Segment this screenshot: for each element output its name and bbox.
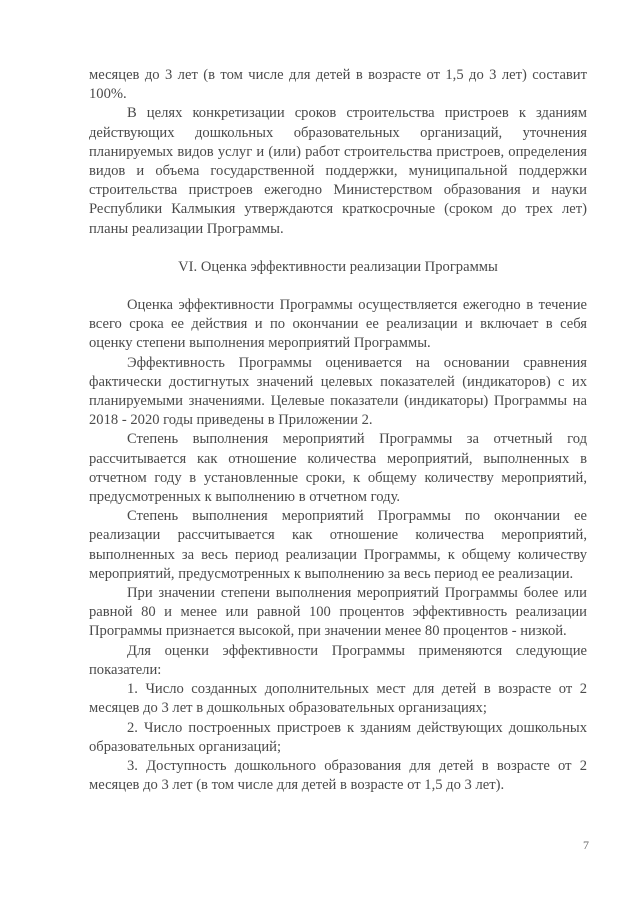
paragraph-evaluation-intro: Оценка эффективности Программы осуществляется ежегодно в течение всего срока ее действия и по окончании ее реализации и включает в себя оценку степени выполнения мероприятий Программы. <box>89 297 587 352</box>
paragraph-threshold: При значении степени выполнения мероприятий Программы более или равной 80 и менее или равной 100 процентов эффективность реализации Программы признается высокой, при значении менее 80 процентов - низкой. <box>89 585 587 640</box>
page-number: 7 <box>583 838 589 852</box>
section-heading: VI. Оценка эффективности реализации Программы <box>178 258 498 275</box>
paragraph-construction-plans: В целях конкретизации сроков строительства пристроев к зданиям действующих дошкольных образовательных организаций, уточнения планируемых видов услуг и (или) работ строительства пристроев, определения видов и объема государственной поддержки, муниципальной поддержки строительства пристроев ежегодно Министерством образования и науки Республики Калмыкия утверждаются краткосрочные (сроком до трех лет) планы реализации Программы. <box>89 105 587 237</box>
list-item-indicator-1: 1. Число созданных дополнительных мест для детей в возрасте от 2 месяцев до 3 лет в дошкольных образовательных организациях; <box>89 681 587 717</box>
paragraph-indicators-intro: Для оценки эффективности Программы применяются следующие показатели: <box>89 642 587 678</box>
paragraph-continuation: месяцев до 3 лет (в том числе для детей в возрасте от 1,5 до 3 лет) составит 100%. <box>89 67 587 103</box>
paragraph-efficiency-assessment: Эффективность Программы оценивается на основании сравнения фактически достигнутых значений целевых показателей (индикаторов) с их планируемыми значениями. Целевые показатели (индикаторы) Программы на 2018 - 2020 годы приведены в Приложении 2. <box>89 354 587 429</box>
paragraph-final-degree: Степень выполнения мероприятий Программы по окончании ее реализации рассчитывается как отношение количества мероприятий, выполненных за весь период реализации Программы, к общему количеству мероприятий, предусмотренных к выполнению за весь период ее реализации. <box>89 508 587 582</box>
document-body <box>89 66 587 795</box>
paragraph-yearly-degree: Степень выполнения мероприятий Программы за отчетный год рассчитывается как отношение количества мероприятий, выполненных в отчетном году в установленные сроки, к общему количеству мероприятий, предусмотренных к выполнению в отчетном году. <box>89 431 587 506</box>
list-item-indicator-2: 2. Число построенных пристроев к зданиям действующих дошкольных образовательных организаций; <box>89 719 587 755</box>
list-item-indicator-3: 3. Доступность дошкольного образования для детей в возрасте от 2 месяцев до 3 лет (в том числе для детей в возрасте от 1,5 до 3 лет). <box>89 757 587 794</box>
